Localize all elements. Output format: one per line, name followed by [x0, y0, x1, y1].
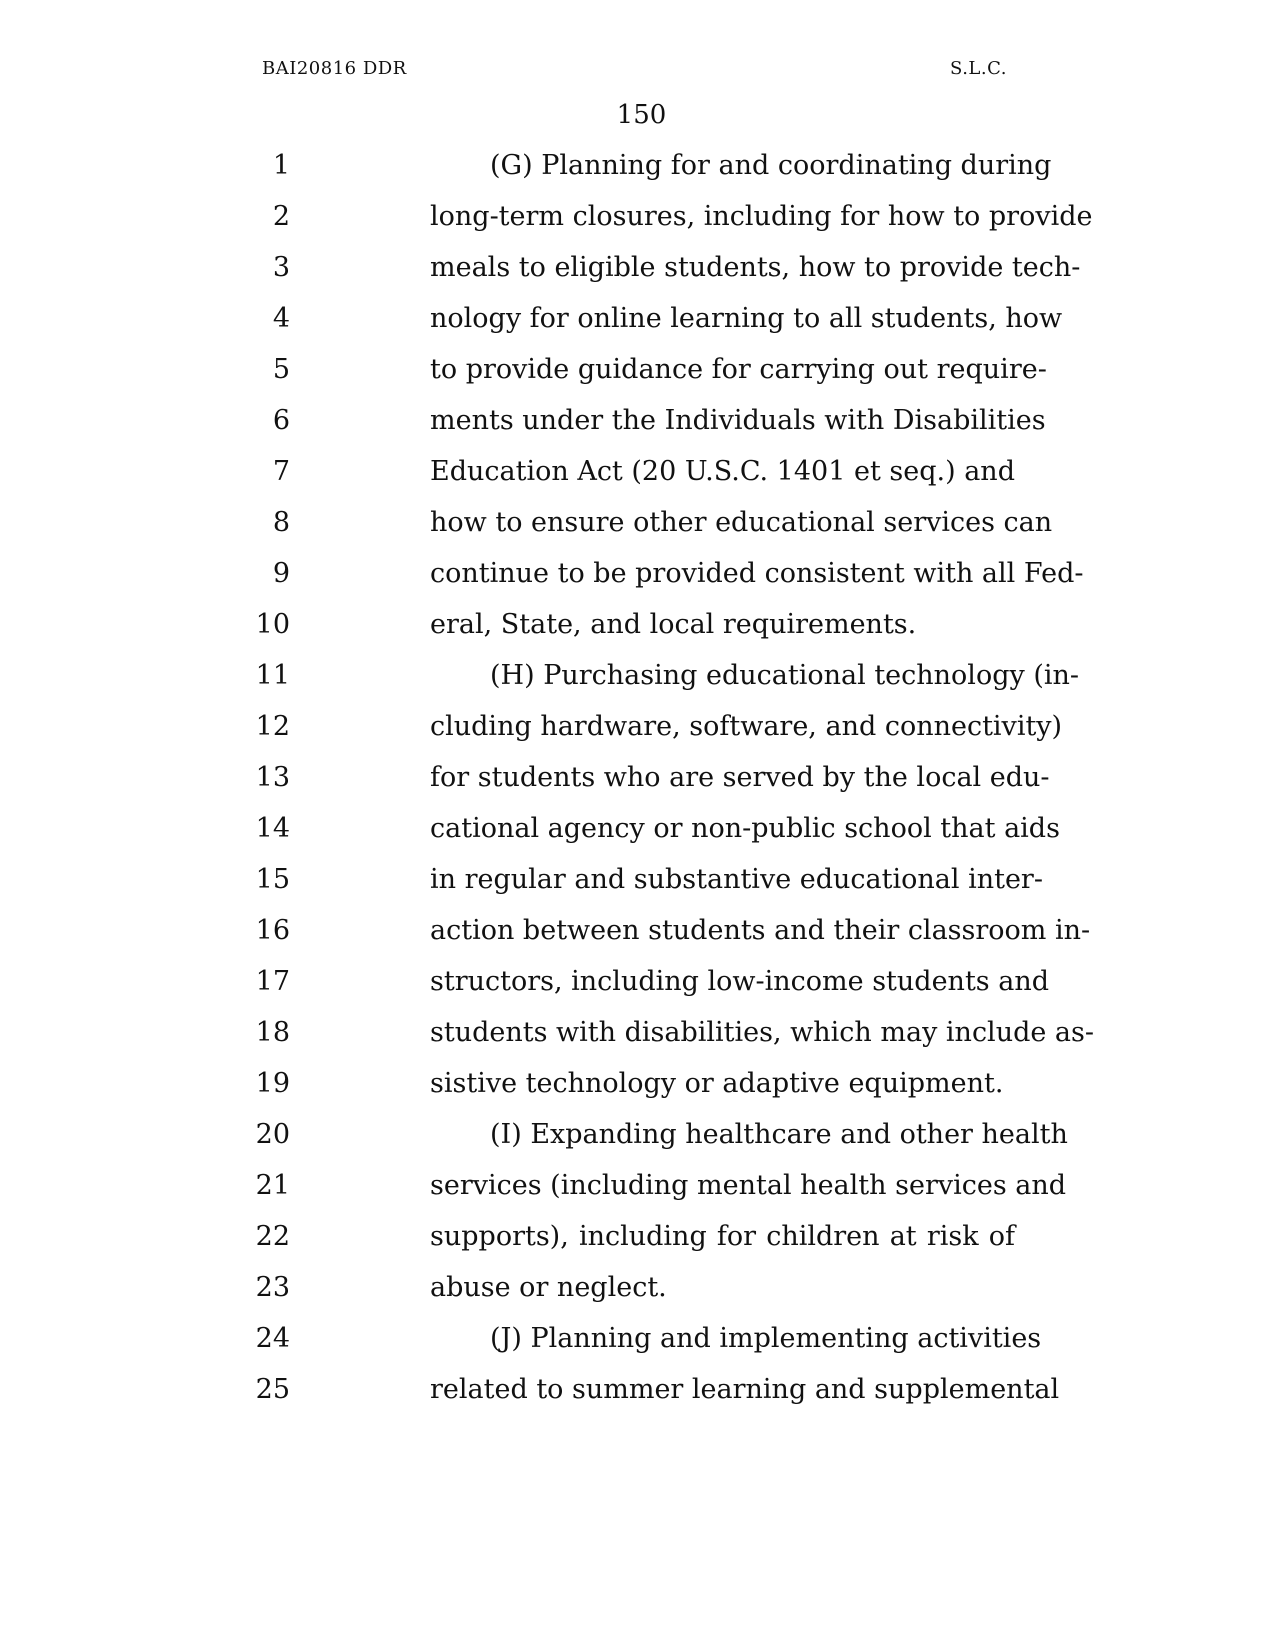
- line-text: long-term closures, including for how to provide: [430, 201, 1093, 232]
- text-line: [0, 658, 1275, 698]
- line-text: eral, State, and local requirements.: [430, 609, 917, 640]
- text-line: [0, 1117, 1275, 1157]
- line-number: 3: [272, 252, 290, 283]
- line-number: 18: [255, 1017, 290, 1048]
- line-number: 15: [255, 864, 290, 895]
- line-text: (H) Purchasing educational technology (in-: [490, 660, 1080, 691]
- text-line: [0, 1372, 1275, 1412]
- line-number: 11: [255, 660, 290, 691]
- text-line: [0, 505, 1275, 545]
- page-number: 150: [616, 100, 667, 130]
- line-number: 14: [255, 813, 290, 844]
- text-line: [0, 913, 1275, 953]
- text-line: [0, 709, 1275, 749]
- line-number: 10: [255, 609, 290, 640]
- line-text: services (including mental health services and: [430, 1170, 1067, 1201]
- line-number: 21: [255, 1170, 290, 1201]
- page-header-right: S.L.C.: [950, 58, 1007, 79]
- line-number: 24: [255, 1323, 290, 1354]
- line-text: nology for online learning to all students, how: [430, 303, 1063, 334]
- line-number: 16: [255, 915, 290, 946]
- line-text: (J) Planning and implementing activities: [490, 1323, 1042, 1354]
- line-text: abuse or neglect.: [430, 1272, 667, 1303]
- line-text: Education Act (20 U.S.C. 1401 et seq.) and: [430, 456, 1015, 487]
- line-text: cational agency or non-public school that aids: [430, 813, 1060, 844]
- line-number: 8: [272, 507, 290, 538]
- line-number: 22: [255, 1221, 290, 1252]
- line-number: 12: [255, 711, 290, 742]
- line-number: 5: [272, 354, 290, 385]
- text-line: [0, 199, 1275, 239]
- line-text: to provide guidance for carrying out require-: [430, 354, 1047, 385]
- line-number: 6: [272, 405, 290, 436]
- line-text: meals to eligible students, how to provide tech-: [430, 252, 1081, 283]
- text-line: [0, 1015, 1275, 1055]
- line-text: action between students and their classroom in-: [430, 915, 1091, 946]
- line-number: 19: [255, 1068, 290, 1099]
- line-number: 9: [272, 558, 290, 589]
- line-text: (G) Planning for and coordinating during: [490, 150, 1052, 181]
- line-text: in regular and substantive educational inter-: [430, 864, 1043, 895]
- line-text: how to ensure other educational services can: [430, 507, 1053, 538]
- line-text: (I) Expanding healthcare and other health: [490, 1119, 1068, 1150]
- text-line: [0, 148, 1275, 188]
- text-line: [0, 964, 1275, 1004]
- line-text: for students who are served by the local edu-: [430, 762, 1050, 793]
- line-number: 23: [255, 1272, 290, 1303]
- line-number: 20: [255, 1119, 290, 1150]
- text-line: [0, 1270, 1275, 1310]
- text-line: [0, 352, 1275, 392]
- line-number: 1: [272, 150, 290, 181]
- text-line: [0, 1066, 1275, 1106]
- line-text: sistive technology or adaptive equipment.: [430, 1068, 1004, 1099]
- text-line: [0, 1321, 1275, 1361]
- text-line: [0, 556, 1275, 596]
- text-line: [0, 250, 1275, 290]
- line-number: 2: [272, 201, 290, 232]
- line-text: supports), including for children at risk of: [430, 1221, 1015, 1252]
- text-line: [0, 1219, 1275, 1259]
- line-text: related to summer learning and supplemental: [430, 1374, 1060, 1405]
- line-number: 17: [255, 966, 290, 997]
- line-text: cluding hardware, software, and connectivity): [430, 711, 1063, 742]
- text-line: [0, 607, 1275, 647]
- line-number: 7: [272, 456, 290, 487]
- line-number: 13: [255, 762, 290, 793]
- page-header-left: BAI20816 DDR: [262, 58, 407, 79]
- line-number: 4: [272, 303, 290, 334]
- text-line: [0, 1168, 1275, 1208]
- line-number: 25: [255, 1374, 290, 1405]
- text-line: [0, 862, 1275, 902]
- text-line: [0, 811, 1275, 851]
- text-line: [0, 454, 1275, 494]
- text-line: [0, 760, 1275, 800]
- text-line: [0, 301, 1275, 341]
- text-line: [0, 403, 1275, 443]
- line-text: continue to be provided consistent with all Fed-: [430, 558, 1084, 589]
- line-text: ments under the Individuals with Disabilities: [430, 405, 1046, 436]
- line-text: students with disabilities, which may include as-: [430, 1017, 1095, 1048]
- line-text: structors, including low-income students and: [430, 966, 1049, 997]
